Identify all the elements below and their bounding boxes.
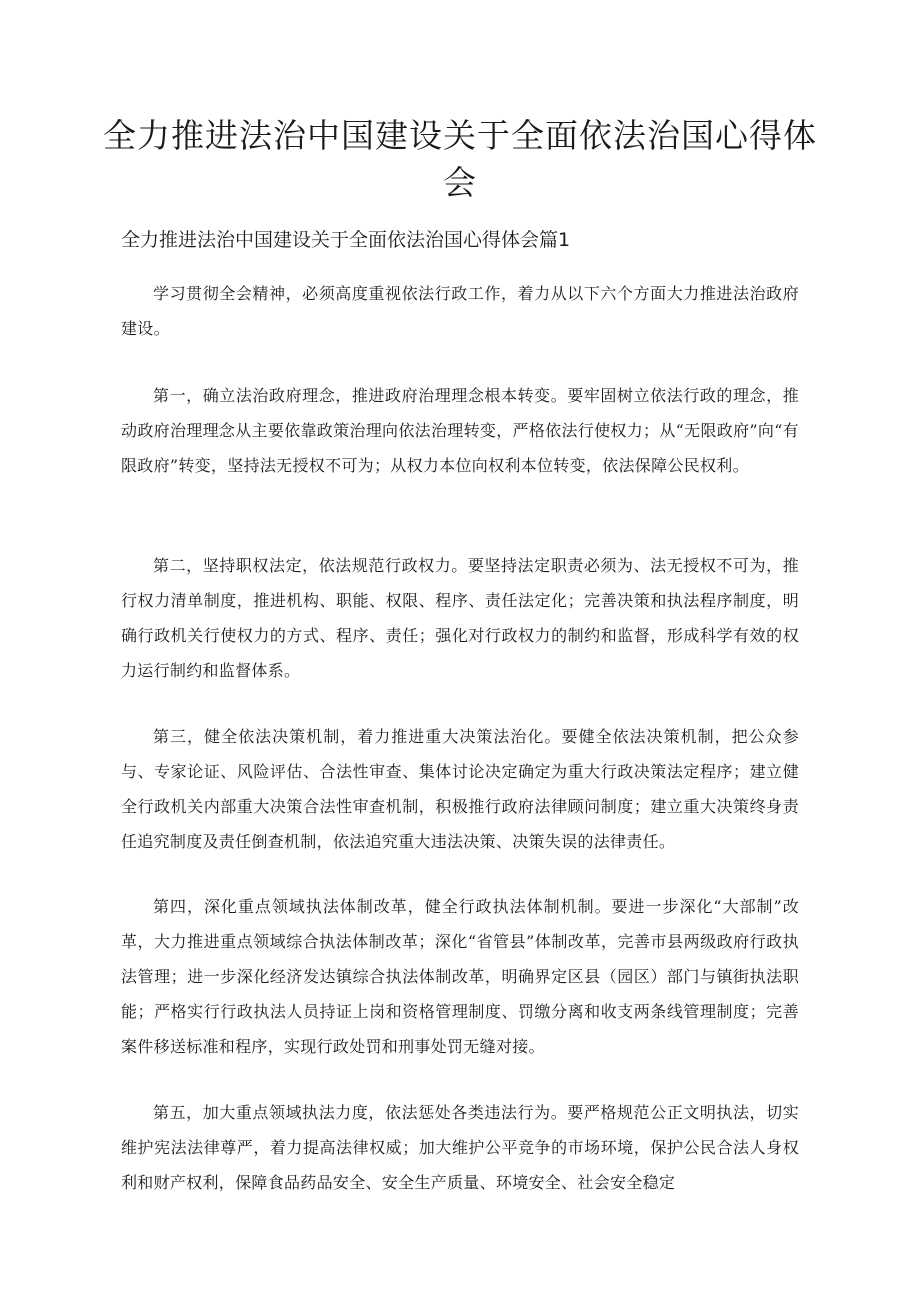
paragraph-fifth: 第五，加大重点领域执法力度，依法惩处各类违法行为。要严格规范公正文明执法，切实维护宪法法律尊严，着力提高法律权威；加大维护公平竞争的市场环境，保护公民合法人身权利和财产权利，保障食品药品安全、安全生产质量、环境安全、社会安全稳定: [121, 1103, 799, 1192]
paragraph-second: 第二，坚持职权法定，依法规范行政权力。要坚持法定职责必须为、法无授权不可为，推行权力清单制度，推进机构、职能、权限、程序、责任法定化；完善决策和执法程序制度，明确行政机关行使权力的方式、程序、责任；强化对行政权力的制约和监督，形成科学有效的权力运行制约和监督体系。: [121, 556, 799, 680]
paragraph-first: 第一，确立法治政府理念，推进政府治理理念根本转变。要牢固树立依法行政的理念，推动政府治理理念从主要依靠政策治理向依法治理转变，严格依法行使权力；从“无限政府”向“有限政府”转变，坚持法无授权不可为；从权力本位向权利本位转变，依法保障公民权利。: [121, 386, 799, 475]
paragraph-fourth: 第四，深化重点领域执法体制改革，健全行政执法体制机制。要进一步深化“大部制”改革，大力推进重点领域综合执法体制改革；深化“省管县”体制改革，完善市县两级政府行政执法管理；进一步深化经济发达镇综合执法体制改革，明确界定区县（园区）部门与镇街执法职能；严格实行行政执法人员持证上岗和资格管理制度、罚缴分离和收支两条线管理制度；完善案件移送标准和程序，实现行政处罚和刑事处罚无缝对接。: [121, 897, 799, 1056]
section-heading: 全力推进法治中国建设关于全面依法治国心得体会篇1: [121, 229, 571, 251]
paragraph-intro: 学习贯彻全会精神，必须高度重视依法行政工作，着力从以下六个方面大力推进法治政府建设。: [121, 284, 799, 338]
document-title: 全力推进法治中国建设关于全面依法治国心得体会: [103, 116, 817, 202]
paragraph-third: 第三，健全依法决策机制，着力推进重大决策法治化。要健全依法决策机制，把公众参与、专家论证、风险评估、合法性审查、集体讨论决定确定为重大行政决策法定程序；建立健全行政机关内部重大决策合法性审查机制，积极推行政府法律顾问制度；建立重大决策终身责任追究制度及责任倒查机制，依法追究重大违法决策、决策失误的法律责任。: [121, 727, 799, 851]
